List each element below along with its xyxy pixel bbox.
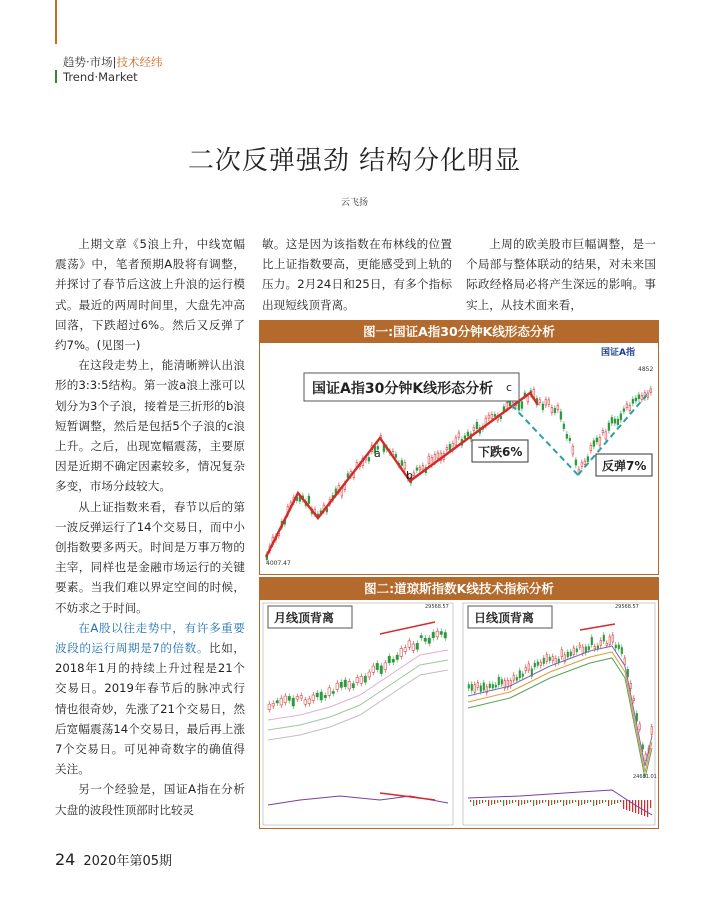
macd-bar	[566, 800, 567, 805]
macd-bar	[491, 800, 492, 805]
candle-body	[540, 662, 542, 665]
macd-bar	[530, 800, 531, 802]
candle-body	[483, 683, 485, 690]
candle-body	[635, 398, 637, 401]
candle-body	[449, 444, 451, 450]
candle-body	[576, 649, 578, 652]
candle-body	[332, 691, 335, 693]
macd-bar	[635, 800, 636, 813]
candle-body	[272, 703, 275, 706]
macd-bar	[626, 800, 627, 810]
wave-label-b: b	[406, 469, 413, 482]
candle-body	[623, 409, 625, 412]
candle-body	[560, 412, 562, 420]
left-panel	[263, 603, 453, 825]
candle-body	[340, 682, 343, 687]
figure-2	[259, 577, 659, 829]
candle-body	[582, 647, 584, 653]
paragraph: 从上证指数来看，春节以后的第一波反弹运行了14个交易日，而中小创指数要多两天。时间是万事万物的主宰，同样也是金融市场运行的关键要素。当我们难以界定空间的时候，不妨求之于时间。	[55, 499, 245, 615]
candle-body	[596, 438, 598, 442]
macd-bar	[596, 800, 597, 805]
candle-body	[344, 680, 347, 687]
macd-bar	[473, 800, 474, 806]
issue-label: 2020年第05期	[83, 854, 172, 869]
candle-body	[591, 637, 593, 644]
candle-body	[288, 696, 291, 700]
candle-body	[420, 636, 423, 638]
candle-body	[464, 436, 466, 439]
candle-body	[324, 695, 327, 697]
candle-body	[495, 685, 497, 687]
macd-bar	[617, 800, 618, 803]
paragraph	[55, 618, 245, 780]
section-label-cn	[63, 54, 163, 70]
candle-body	[638, 395, 640, 399]
macd-bar	[578, 800, 579, 806]
wave-label-a: a	[374, 447, 381, 460]
macd-bar	[563, 800, 564, 806]
candle-body	[392, 659, 395, 662]
candle-body	[516, 677, 518, 680]
candle-body	[626, 404, 628, 408]
candle-body	[328, 688, 331, 696]
candle-body	[428, 456, 430, 463]
candle-body	[558, 659, 560, 662]
candle-body	[618, 645, 620, 649]
macd-bar	[497, 800, 498, 803]
candle-body	[603, 635, 605, 641]
candle-body	[551, 407, 553, 412]
candle-body	[356, 678, 359, 683]
candle-body	[525, 667, 527, 670]
paragraph-text: 比如，2018年1月的持续上升过程是21个交易日。2019年春节后的脉冲式行情也很奇妙，先涨了21个交易日，然后宽幅震荡14个交易日，最后再上涨7个交易日。可见神奇数字的确值得关注。	[55, 641, 245, 777]
candle-body	[396, 655, 399, 659]
candle-body	[468, 685, 470, 689]
candle-body	[284, 696, 287, 702]
candle-body	[578, 469, 580, 472]
macd-bar	[581, 800, 582, 805]
candle-body	[300, 696, 303, 699]
macd-bar	[632, 800, 633, 812]
right-low-label: 24681.01	[633, 774, 657, 780]
macd-bar	[518, 800, 519, 806]
candle-body	[546, 655, 548, 662]
candle-body	[639, 724, 641, 730]
candle-body	[561, 650, 563, 657]
paragraph: 敏。这是因为该指数在布林线的位置比上证指数要高，更能感受到上轨的压力。2月24日和25日，有多个指标出现短线顶背离。	[262, 237, 452, 312]
candle-body	[587, 457, 589, 462]
section-en-bar	[55, 70, 57, 83]
candle-body	[534, 663, 536, 667]
macd-bar	[554, 800, 555, 804]
candle-body	[573, 648, 575, 655]
macd-bar	[533, 800, 534, 806]
candle-body	[620, 414, 622, 420]
macd-bar	[560, 800, 561, 802]
macd-bar	[500, 800, 501, 802]
macd-bar	[482, 800, 483, 803]
candle-body	[651, 727, 653, 735]
macd-bar	[599, 800, 600, 804]
macd-bar	[614, 800, 615, 804]
figure-2-chart	[260, 600, 658, 828]
candle-body	[600, 640, 602, 645]
candle-body	[476, 422, 478, 428]
candle-body	[491, 414, 493, 418]
candle-body	[500, 416, 502, 419]
candle-body	[444, 633, 447, 638]
candle-body	[579, 645, 581, 647]
candle-body	[404, 462, 406, 469]
candle-body	[380, 666, 383, 674]
candle-body	[593, 441, 595, 447]
candle-body	[388, 656, 391, 662]
candle-body	[518, 402, 520, 410]
candle-body	[276, 701, 279, 703]
section-label-en: Trend·Market	[63, 70, 138, 84]
candle-body	[413, 473, 415, 475]
macd-bar	[494, 800, 495, 804]
candle-body	[608, 423, 610, 430]
macd-bar	[536, 800, 537, 805]
macd-bar	[650, 800, 651, 808]
candle-body	[549, 657, 551, 660]
macd-bar	[593, 800, 594, 806]
candle-body	[360, 676, 363, 683]
candle-body	[395, 454, 397, 457]
down-label: 下跌6%	[478, 445, 523, 459]
macd-bar	[584, 800, 585, 804]
macd-bar	[479, 800, 480, 804]
candle-body	[624, 658, 626, 664]
candle-body	[519, 671, 521, 678]
macd-bar	[542, 800, 543, 803]
candle-body	[606, 643, 608, 645]
candle-body	[642, 745, 644, 749]
macd-bar	[548, 800, 549, 806]
candle-body	[352, 684, 355, 688]
candle-body	[521, 402, 523, 409]
figure-1-chart	[260, 343, 658, 574]
index-tag: 国证A指	[601, 348, 635, 358]
candle-body	[527, 396, 529, 402]
low-value-label: 4007.47	[266, 560, 291, 567]
candle-body	[492, 684, 494, 688]
section-separator: |	[112, 55, 117, 69]
candle-body	[605, 432, 607, 439]
paragraph: 上期文章《5浪上升，中线宽幅震荡》中，笔者预期A股将有调整，并探讨了春节后这波上升浪的运行模式。最近的两周时间里，大盘先冲高回落，下跌超过6%。然后又反弹了约7%。(见图一)	[55, 237, 245, 353]
candle-body	[555, 658, 557, 663]
candle-body	[612, 635, 614, 642]
macd-bar	[620, 800, 621, 802]
macd-bar	[590, 800, 591, 802]
macd-bar	[539, 800, 540, 804]
candle-body	[522, 674, 524, 677]
macd-bar	[644, 800, 645, 816]
candle-body	[458, 433, 460, 437]
macd-bar	[551, 800, 552, 805]
candle-body	[611, 417, 613, 423]
figure-1-caption: 图一:国证A指30分钟K线形态分析	[260, 321, 658, 343]
candle-body	[364, 676, 367, 682]
macd-bar	[575, 800, 576, 802]
article-author: 云飞扬	[340, 198, 368, 208]
macd-bar	[488, 800, 489, 806]
candle-body	[471, 684, 473, 690]
section-main: 趋势·市场	[63, 55, 113, 69]
candle-body	[557, 405, 559, 409]
candle-body	[563, 424, 565, 429]
candle-body	[570, 652, 572, 656]
candle-body	[633, 698, 635, 700]
body-column-2	[262, 234, 452, 315]
macd-bar	[569, 800, 570, 804]
candle-body	[419, 468, 421, 470]
candle-body	[588, 647, 590, 650]
candle-body	[308, 699, 311, 703]
macd-bar	[476, 800, 477, 805]
candle-body	[446, 447, 448, 449]
candle-body	[401, 461, 403, 466]
body-column-1	[55, 234, 245, 820]
candle-body	[552, 657, 554, 661]
candle-body	[585, 647, 587, 653]
candle-body	[537, 662, 539, 666]
candle-body	[437, 453, 439, 458]
candle-body	[412, 644, 415, 650]
candle-body	[590, 446, 592, 451]
candle-body	[320, 692, 323, 700]
candle-body	[615, 645, 617, 648]
candle-body	[292, 698, 295, 706]
candle-body	[554, 408, 556, 412]
candle-body	[280, 698, 283, 705]
candle-body	[597, 646, 599, 649]
candle-body	[474, 685, 476, 693]
candle-body	[312, 695, 315, 700]
macd-bar	[545, 800, 546, 802]
candle-body	[296, 697, 299, 700]
candle-body	[316, 693, 319, 697]
candle-body	[480, 686, 482, 692]
candle-body	[308, 496, 310, 504]
macd-bar	[509, 800, 510, 804]
candle-body	[566, 434, 568, 438]
candle-body	[572, 446, 574, 454]
left-title: 月线顶背离	[274, 611, 335, 625]
candle-body	[372, 666, 375, 672]
candle-body	[368, 672, 371, 677]
macd-bar	[521, 800, 522, 805]
candle-body	[614, 419, 616, 423]
paragraph: 上周的欧美股市巨幅调整，是一个局部与整体联动的结果，对未来国际政经格局必将产生深远的影响。事实上，从技术面来看，	[466, 237, 656, 312]
candle-body	[400, 648, 403, 656]
paragraph: 在这段走势上，能清晰辨认出浪形的3:3:5结构。第一波a浪上涨可以划分为3个子浪，接着是三折形的b浪短暂调整，然后是包括5个子浪的c浪上升。之后，出现宽幅震荡，主要原因是近期不确定因素较多，情况复杂多变，市场分歧较大。	[55, 358, 245, 494]
candle-body	[629, 406, 631, 411]
candle-body	[304, 700, 307, 704]
macd-bar	[572, 800, 573, 803]
wave-label-c: c	[506, 381, 513, 394]
macd-bar	[611, 800, 612, 805]
candle-body	[336, 683, 339, 689]
candle-body	[473, 427, 475, 430]
candle-body	[602, 431, 604, 433]
candle-body	[376, 663, 379, 669]
macd-bar	[515, 800, 516, 802]
macd-bar	[524, 800, 525, 804]
candle-body	[422, 466, 424, 470]
candle-body	[494, 414, 496, 416]
candle-body	[467, 432, 469, 436]
candle-body	[548, 400, 550, 404]
macd-bar	[605, 800, 606, 802]
up-label: 反弹7%	[602, 459, 647, 473]
candle-body	[632, 399, 634, 403]
candle-body	[348, 681, 351, 688]
macd-bar	[512, 800, 513, 803]
candle-body	[528, 664, 530, 670]
figure-2-caption: 图二:道琼斯指数K线技术指标分析	[260, 578, 658, 600]
section-sub: 技术经纬	[116, 55, 163, 69]
body-column-3	[466, 234, 656, 315]
candle-body	[440, 632, 443, 635]
candle-body	[432, 632, 435, 637]
candle-body	[498, 677, 500, 685]
candle-body	[621, 648, 623, 654]
candle-body	[368, 457, 370, 461]
macd-bar	[641, 800, 642, 815]
candle-body	[543, 658, 545, 663]
candle-body	[455, 438, 457, 445]
macd-bar	[647, 800, 648, 817]
candle-body	[416, 643, 419, 649]
candle-body	[404, 648, 407, 652]
candle-body	[513, 675, 515, 680]
candle-body	[488, 415, 490, 418]
candle-body	[268, 704, 271, 709]
page-number: 24	[55, 850, 76, 869]
candle-body	[477, 683, 479, 688]
macd-bar	[527, 800, 528, 803]
highlight-text: 在A股以往走势中，有许多重要波段的运行周期是7的倍数。	[55, 620, 245, 656]
macd-bar	[608, 800, 609, 806]
high-value-label: 4852	[638, 366, 654, 373]
candle-body	[575, 460, 577, 465]
candle-body	[594, 647, 596, 649]
candle-body	[567, 652, 569, 657]
right-panel	[463, 603, 655, 825]
candle-body	[489, 684, 491, 688]
candle-body	[584, 461, 586, 464]
macd-bar	[503, 800, 504, 806]
article-title: 二次反弹强劲 结构分化明显	[187, 146, 522, 176]
paragraph: 另一个经验是，国证A指在分析大盘的波段性顶部时比较灵	[55, 782, 245, 817]
candle-body	[609, 637, 611, 645]
candle-body	[384, 663, 387, 670]
macd-bar	[506, 800, 507, 805]
macd-bar	[623, 800, 624, 809]
candle-body	[545, 400, 547, 405]
macd-bar	[485, 800, 486, 802]
header-accent-bar	[55, 0, 57, 44]
candle-body	[428, 638, 431, 643]
candle-body	[501, 680, 503, 685]
candle-body	[424, 638, 427, 641]
macd-bar	[587, 800, 588, 803]
candle-body	[641, 395, 643, 399]
candle-body	[416, 468, 418, 470]
macd-bar	[602, 800, 603, 803]
candle-body	[630, 683, 632, 688]
candle-body	[539, 400, 541, 403]
macd-bar	[557, 800, 558, 803]
candle-body	[542, 404, 544, 410]
macd-bar	[470, 800, 471, 802]
candle-body	[599, 437, 601, 445]
right-title: 日线顶背离	[474, 611, 535, 625]
inner-title: 国证A指30分钟K线形态分析	[312, 381, 494, 397]
page-footer	[55, 850, 172, 869]
left-high-label: 29568.57	[425, 604, 449, 610]
right-high-label: 29568.57	[615, 604, 639, 610]
candle-body	[569, 438, 571, 440]
candle-body	[408, 641, 411, 647]
candle-body	[617, 419, 619, 425]
figure-1	[259, 320, 659, 575]
candle-body	[581, 463, 583, 466]
candle-body	[436, 631, 439, 637]
